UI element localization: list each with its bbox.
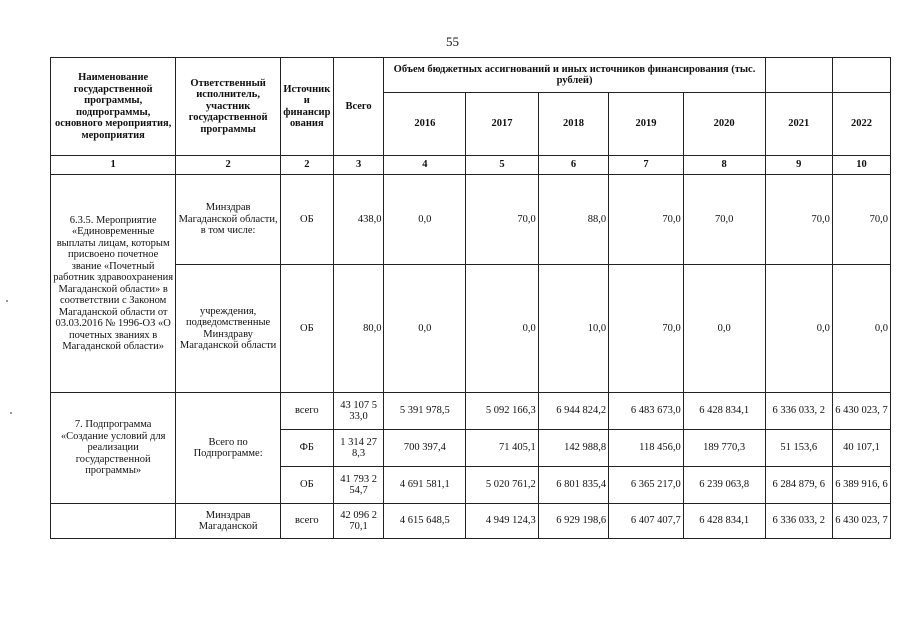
source-cell: всего [280,504,333,539]
total-cell: 42 096 2 70,1 [333,504,384,539]
value-cell: 6 407 407,7 [609,504,684,539]
value-cell: 51 153,6 [765,430,832,467]
value-cell: 6 389 916, 6 [832,467,890,504]
scan-mark [6,300,8,302]
total-cell: 80,0 [333,265,384,393]
header-year: 2018 [538,93,608,156]
empty-cell [51,504,176,539]
value-cell: 6 929 198,6 [538,504,608,539]
source-cell: всего [280,393,333,430]
header-empty [832,58,890,93]
value-cell: 6 336 033, 2 [765,504,832,539]
value-cell: 142 988,8 [538,430,608,467]
value-cell: 5 391 978,5 [384,393,466,430]
value-cell: 70,0 [832,175,890,265]
header-year: 2020 [683,93,765,156]
column-number: 7 [609,156,684,175]
value-cell: 6 284 879, 6 [765,467,832,504]
total-cell: 438,0 [333,175,384,265]
value-cell: 4 615 648,5 [384,504,466,539]
value-cell: 70,0 [683,175,765,265]
column-number: 2 [176,156,281,175]
value-cell: 6 365 217,0 [609,467,684,504]
scan-mark [10,412,12,414]
value-cell: 5 092 166,3 [466,393,538,430]
column-number: 8 [683,156,765,175]
value-cell: 6 239 063,8 [683,467,765,504]
source-cell: ФБ [280,430,333,467]
header-year: 2022 [832,93,890,156]
header-year: 2017 [466,93,538,156]
value-cell: 0,0 [384,175,466,265]
value-cell: 40 107,1 [832,430,890,467]
column-number: 5 [466,156,538,175]
column-number: 10 [832,156,890,175]
total-cell: 43 107 5 33,0 [333,393,384,430]
value-cell: 70,0 [466,175,538,265]
column-number: 3 [333,156,384,175]
header-year: 2016 [384,93,466,156]
header-volume: Объем бюджетных ассигнований и иных источников финансирования (тыс. рублей) [384,58,765,93]
header-source: Источник и финансир ования [280,58,333,156]
value-cell: 0,0 [832,265,890,393]
value-cell: 71 405,1 [466,430,538,467]
page-number: 55 [446,34,459,49]
event-name-cell: 6.3.5. Мероприятие «Единовременные выплаты лицам, которым присвоено почетное звание «Почетный работник здравоохранения Магаданской области» в соответствии с Законом Магаданской области от 03.03.2016 № 1996-ОЗ «О почетных званиях в Магаданской области» [51,175,176,393]
responsible-cell: Минздрав Магаданской области, в том числе: [176,175,281,265]
value-cell: 0,0 [466,265,538,393]
source-cell: ОБ [280,467,333,504]
total-cell: 1 314 27 8,3 [333,430,384,467]
value-cell: 70,0 [765,175,832,265]
value-cell: 5 020 761,2 [466,467,538,504]
responsible-cell: Минздрав Магаданской [176,504,281,539]
responsible-cell: учреждения, подведомственные Минздраву Магаданской области [176,265,281,393]
value-cell: 6 428 834,1 [683,504,765,539]
value-cell: 4 691 581,1 [384,467,466,504]
subprogram-name-cell: 7. Подпрограмма «Создание условий для реализации государственной программы» [51,393,176,504]
value-cell: 189 770,3 [683,430,765,467]
value-cell: 6 430 023, 7 [832,504,890,539]
source-cell: ОБ [280,175,333,265]
value-cell: 118 456,0 [609,430,684,467]
budget-table [50,57,891,539]
value-cell: 6 428 834,1 [683,393,765,430]
value-cell: 6 483 673,0 [609,393,684,430]
header-total: Всего [333,58,384,156]
value-cell: 6 430 023, 7 [832,393,890,430]
value-cell: 0,0 [683,265,765,393]
value-cell: 70,0 [609,265,684,393]
header-year: 2019 [609,93,684,156]
header-name: Наименование государственной программы, подпрограммы, основного мероприятия, мероприятия [51,58,176,156]
value-cell: 0,0 [765,265,832,393]
column-number: 4 [384,156,466,175]
total-cell: 41 793 2 54,7 [333,467,384,504]
responsible-cell: Всего по Подпрограмме: [176,393,281,504]
value-cell: 6 944 824,2 [538,393,608,430]
header-empty [765,58,832,93]
value-cell: 6 801 835,4 [538,467,608,504]
value-cell: 10,0 [538,265,608,393]
value-cell: 4 949 124,3 [466,504,538,539]
value-cell: 88,0 [538,175,608,265]
column-number: 1 [51,156,176,175]
value-cell: 0,0 [384,265,466,393]
header-responsible: Ответственный исполнитель, участник государственной программы [176,58,281,156]
value-cell: 70,0 [609,175,684,265]
column-number: 9 [765,156,832,175]
column-number: 2 [280,156,333,175]
source-cell: ОБ [280,265,333,393]
column-number: 6 [538,156,608,175]
value-cell: 6 336 033, 2 [765,393,832,430]
header-year: 2021 [765,93,832,156]
value-cell: 700 397,4 [384,430,466,467]
